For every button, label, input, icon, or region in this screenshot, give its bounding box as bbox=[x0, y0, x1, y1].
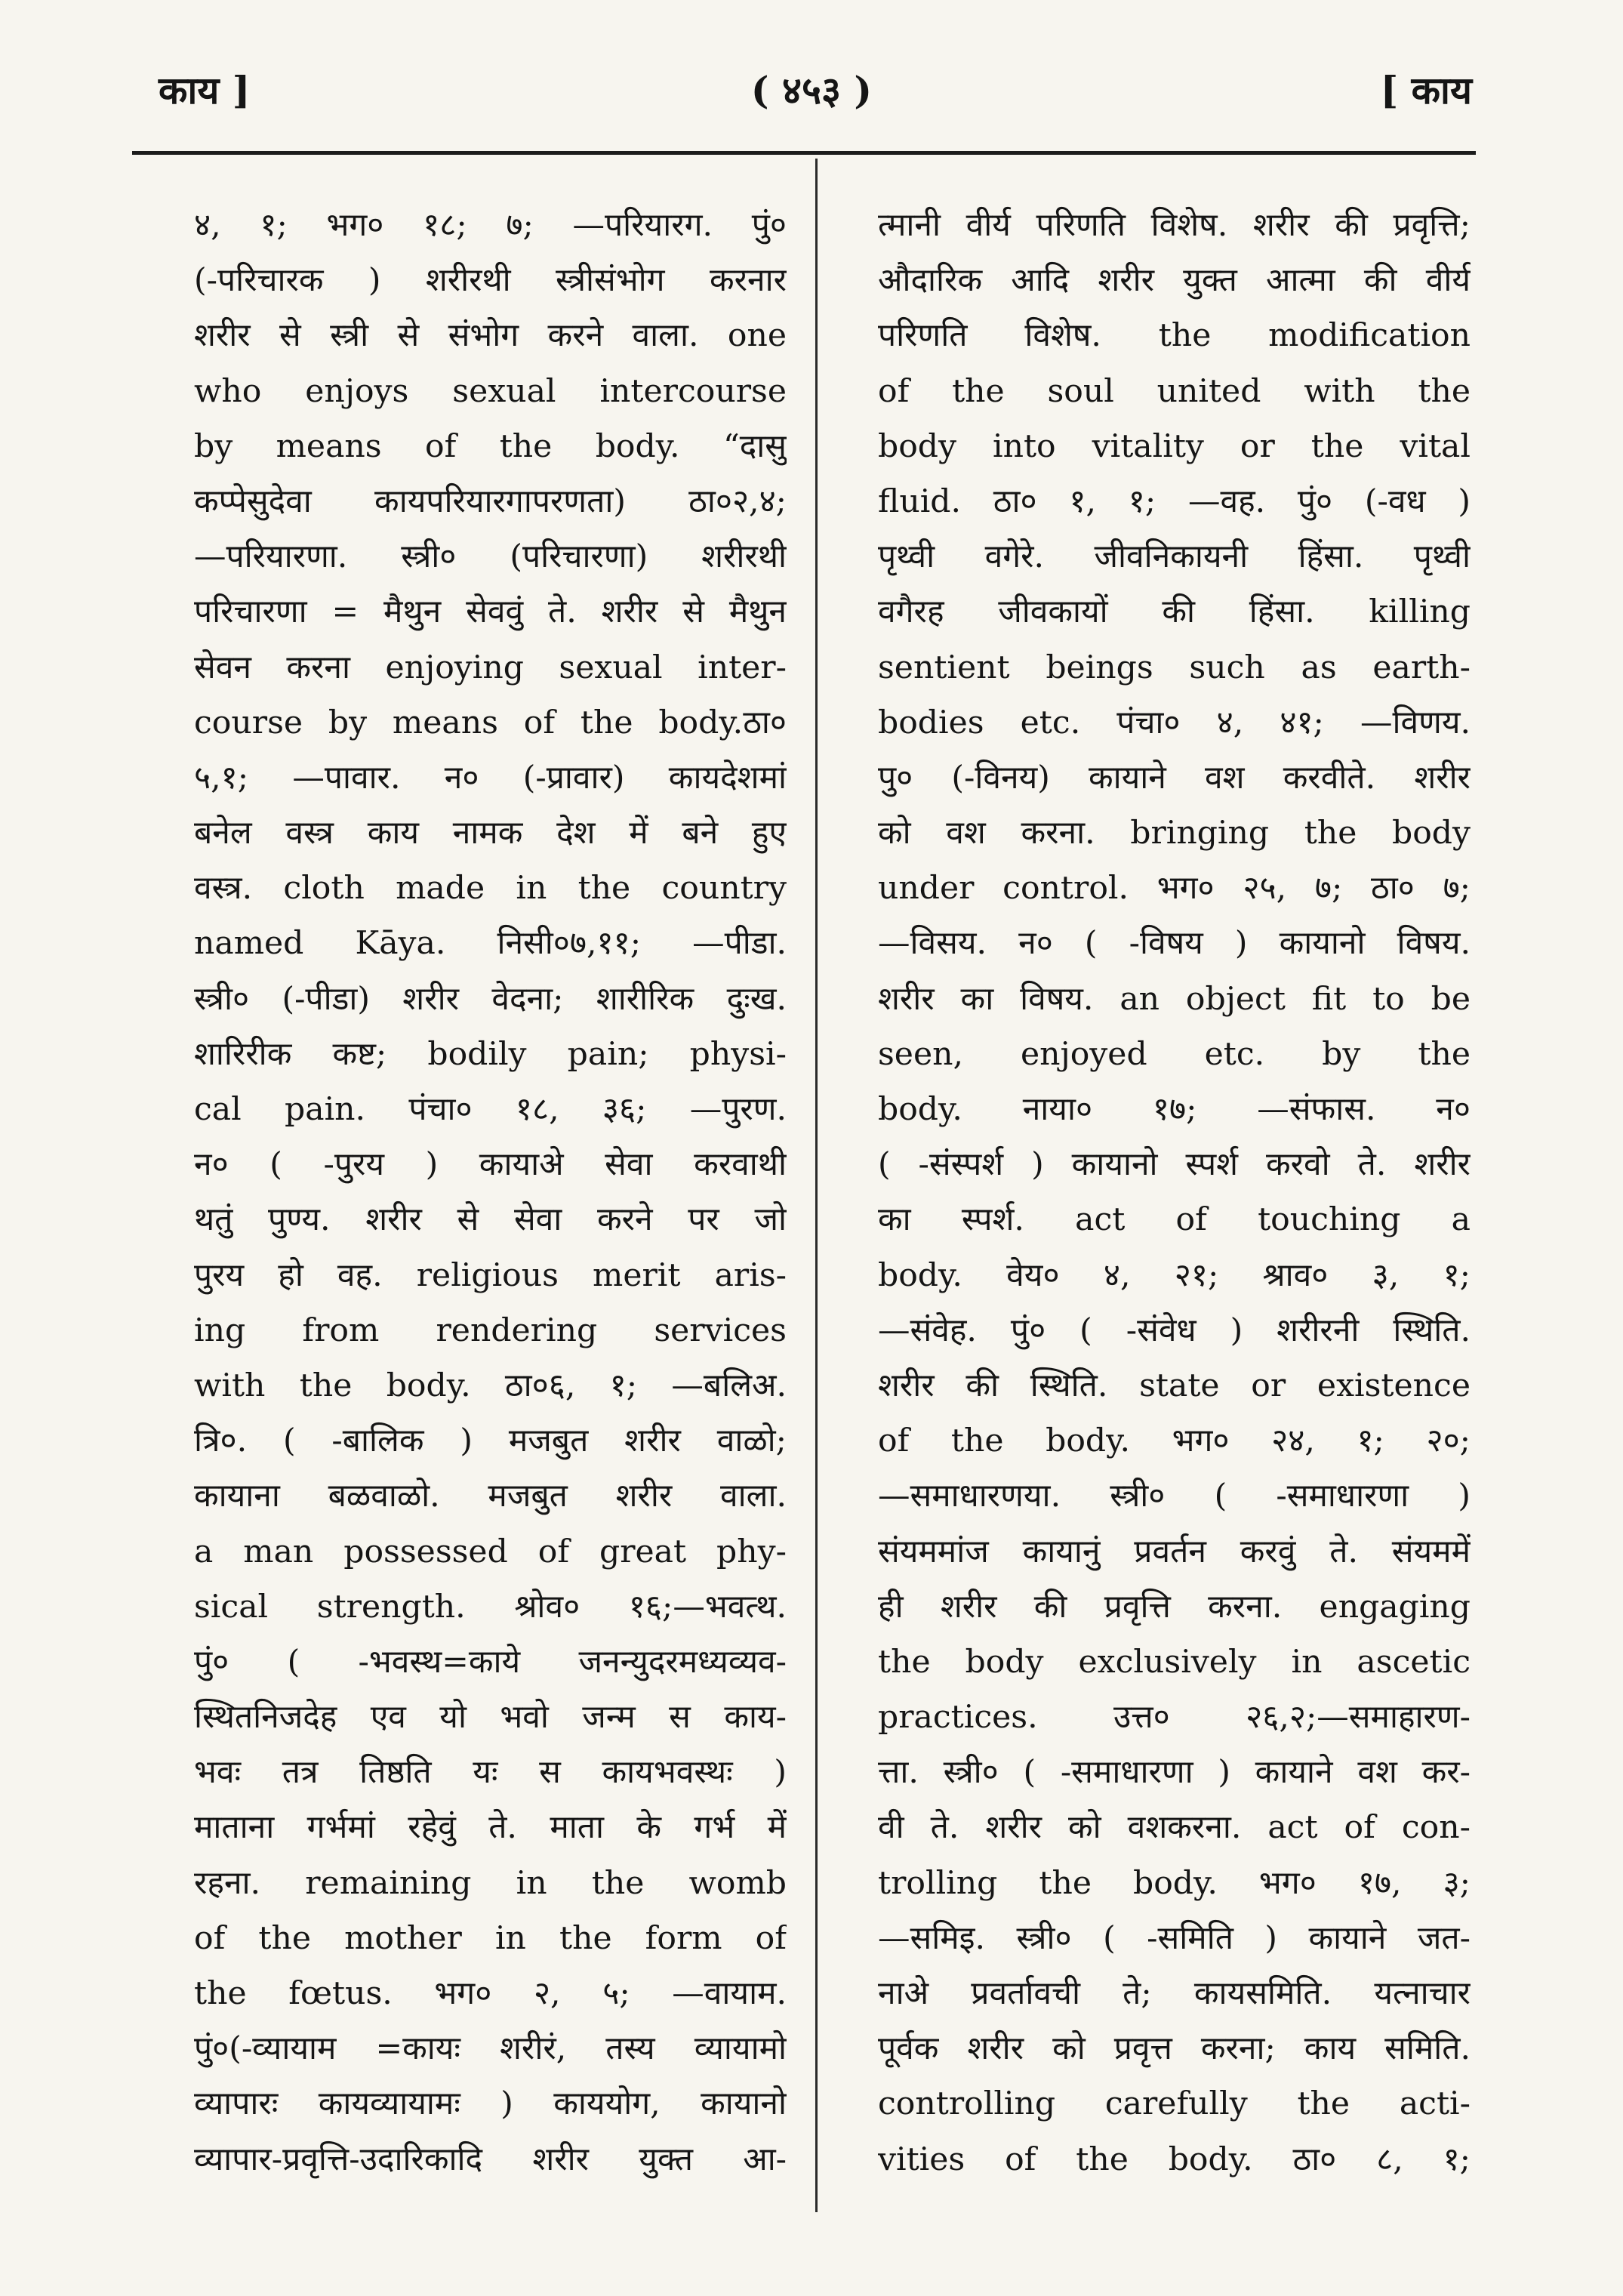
entry-line: का स्पर्श. act of touching a bbox=[878, 1201, 1471, 1239]
entry-line: वस्त्र. cloth made in the country bbox=[194, 870, 787, 908]
entry-line: bodies etc. पंचा० ४, ४१; —विणय. bbox=[878, 704, 1471, 741]
entry-line: sical strength. श्रोव० १६;—भवत्थ. bbox=[194, 1588, 787, 1626]
entry-line: by means of the body. “दासु bbox=[194, 427, 787, 465]
entry-line: शारिरीक कष्ट; bodily pain; physi- bbox=[194, 1035, 787, 1073]
entry-line: माताना गर्भमां रहेवुं ते. माता के गर्भ में bbox=[194, 1809, 787, 1847]
entry-line: पुं०(-व्यायाम =कायः शरीरं, तस्य व्यायामो bbox=[194, 2030, 787, 2068]
entry-line: त्मानी वीर्य परिणति विशेष. शरीर की प्रवृत्ति; bbox=[878, 207, 1471, 244]
entry-line: (-परिचारक ) शरीरथी स्त्रीसंभोग करनार bbox=[194, 262, 787, 300]
entry-line: seen, enjoyed etc. by the bbox=[878, 1035, 1471, 1073]
entry-line: —समिइ. स्त्री० ( -समिति ) कायाने जत- bbox=[878, 1919, 1471, 1957]
running-head-right: [ काय bbox=[1380, 68, 1472, 112]
entry-line: स्त्री० (-पीडा) शरीर वेदना; शारीरिक दुःख. bbox=[194, 980, 787, 1018]
entry-line: कप्पेसुदेवा कायपरियारगापरणता) ठा०२,४; bbox=[194, 482, 787, 520]
entry-line: ing from rendering services bbox=[194, 1311, 787, 1349]
entry-line: practices. उत्त० २६,२;—समाहारण- bbox=[878, 1699, 1471, 1737]
entry-line: body. वेय० ४, २१; श्राव० ३, १; bbox=[878, 1256, 1471, 1294]
entry-line: पूर्वक शरीर को प्रवृत्त करना; काय समिति. bbox=[878, 2030, 1471, 2068]
entry-line: the fœtus. भग० २, ५; —वायाम. bbox=[194, 1975, 787, 2012]
header-rule bbox=[132, 151, 1476, 155]
entry-line: with the body. ठा०६, १; —बलिअ. bbox=[194, 1367, 787, 1404]
entry-line: trolling the body. भग० १७, ३; bbox=[878, 1864, 1471, 1902]
entry-line: a man possessed of great phy- bbox=[194, 1533, 787, 1570]
entry-line: पृथ्वी वगेरे. जीवनिकायनी हिंसा. पृथ्वी bbox=[878, 538, 1471, 576]
left-column bbox=[194, 198, 787, 2187]
entry-line: the body exclusively in ascetic bbox=[878, 1643, 1471, 1681]
entry-line: —समाधारणया. स्त्री० ( -समाधारणा ) bbox=[878, 1478, 1471, 1515]
entry-line: संयममांज कायानुं प्रवर्तन करवुं ते. संयममें bbox=[878, 1533, 1471, 1570]
entry-line: थतुं पुण्य. शरीर से सेवा करने पर जो bbox=[194, 1201, 787, 1239]
entry-line: परिणति विशेष. the modification bbox=[878, 317, 1471, 355]
entry-line: ५,१; —पावार. न० (-प्रावार) कायदेशमां bbox=[194, 759, 787, 797]
entry-line: controlling carefully the acti- bbox=[878, 2085, 1471, 2123]
entry-line: भवः तत्र तिष्ठति यः स कायभवस्थः ) bbox=[194, 1754, 787, 1792]
entry-line: body into vitality or the vital bbox=[878, 427, 1471, 465]
entry-line: पुं० ( -भवस्थ=काये जनन्युदरमध्यव्यव- bbox=[194, 1643, 787, 1681]
entry-line: under control. भग० २५, ७; ठा० ७; bbox=[878, 870, 1471, 908]
entry-line: वी ते. शरीर को वशकरना. act of con- bbox=[878, 1809, 1471, 1847]
page-number: ( ४५३ ) bbox=[750, 68, 873, 112]
entry-line: शरीर का विषय. an object fit to be bbox=[878, 980, 1471, 1018]
entry-line: ४, १; भग० १८; ७; —परियारग. पुं० bbox=[194, 207, 787, 244]
running-head-left: काय ] bbox=[159, 68, 251, 112]
entry-line: पुरय हो वह. religious merit aris- bbox=[194, 1256, 787, 1294]
entry-line: named Kāya. निसी०७,११; —पीडा. bbox=[194, 925, 787, 963]
entry-line: cal pain. पंचा० १८, ३६; —पुरण. bbox=[194, 1091, 787, 1128]
entry-line: रहना. remaining in the womb bbox=[194, 1864, 787, 1902]
entry-line: of the soul united with the bbox=[878, 372, 1471, 410]
entry-line: व्यापार-प्रवृत्ति-उदारिकादि शरीर युक्त आ- bbox=[194, 2140, 787, 2178]
entry-line: कायाना बळवाळो. मजबुत शरीर वाला. bbox=[194, 1478, 787, 1515]
entry-line: औदारिक आदि शरीर युक्त आत्मा की वीर्य bbox=[878, 262, 1471, 300]
entry-line: of the body. भग० २४, १; २०; bbox=[878, 1422, 1471, 1460]
entry-line: ही शरीर की प्रवृत्ति करना. engaging bbox=[878, 1588, 1471, 1626]
entry-line: who enjoys sexual intercourse bbox=[194, 372, 787, 410]
entry-line: वगैरह जीवकायों की हिंसा. killing bbox=[878, 593, 1471, 631]
column-divider bbox=[815, 159, 818, 2212]
entry-line: —परियारणा. स्त्री० (परिचारणा) शरीरथी bbox=[194, 538, 787, 576]
entry-line: त्ता. स्त्री० ( -समाधारणा ) कायाने वश कर- bbox=[878, 1754, 1471, 1792]
entry-line: व्यापारः कायव्यायामः ) काययोग, कायानो bbox=[194, 2085, 787, 2123]
entry-line: शरीर की स्थिति. state or existence bbox=[878, 1367, 1471, 1404]
entry-line: शरीर से स्त्री से संभोग करने वाला. one bbox=[194, 317, 787, 355]
entry-line: ( -संस्पर्श ) कायानो स्पर्श करवो ते. शरीर bbox=[878, 1146, 1471, 1184]
right-column bbox=[878, 198, 1471, 2187]
entry-line: body. नाया० १७; —संफास. न० bbox=[878, 1091, 1471, 1128]
entry-line: स्थितनिजदेह एव यो भवो जन्म स काय- bbox=[194, 1699, 787, 1737]
entry-line: त्रि०. ( -बालिक ) मजबुत शरीर वाळो; bbox=[194, 1422, 787, 1460]
entry-line: vities of the body. ठा० ८, १; bbox=[878, 2140, 1471, 2178]
entry-line: —विसय. न० ( -विषय ) कायानो विषय. bbox=[878, 925, 1471, 963]
entry-line: of the mother in the form of bbox=[194, 1919, 787, 1957]
entry-line: course by means of the body.ठा० bbox=[194, 704, 787, 741]
entry-line: न० ( -पुरय ) कायाअे सेवा करवाथी bbox=[194, 1146, 787, 1184]
entry-line: परिचारणा = मैथुन सेववुं ते. शरीर से मैथुन bbox=[194, 593, 787, 631]
entry-line: पु० (-विनय) कायाने वश करवीते. शरीर bbox=[878, 759, 1471, 797]
entry-line: sentient beings such as earth- bbox=[878, 649, 1471, 686]
entry-line: बनेल वस्त्र काय नामक देश में बने हुए bbox=[194, 815, 787, 852]
entry-line: fluid. ठा० १, १; —वह. पुं० (-वध ) bbox=[878, 482, 1471, 520]
entry-line: सेवन करना enjoying sexual inter- bbox=[194, 649, 787, 686]
entry-line: को वश करना. bringing the body bbox=[878, 815, 1471, 852]
entry-line: —संवेह. पुं० ( -संवेध ) शरीरनी स्थिति. bbox=[878, 1311, 1471, 1349]
entry-line: नाअे प्रवर्तावची ते; कायसमिति. यत्नाचार bbox=[878, 1975, 1471, 2012]
